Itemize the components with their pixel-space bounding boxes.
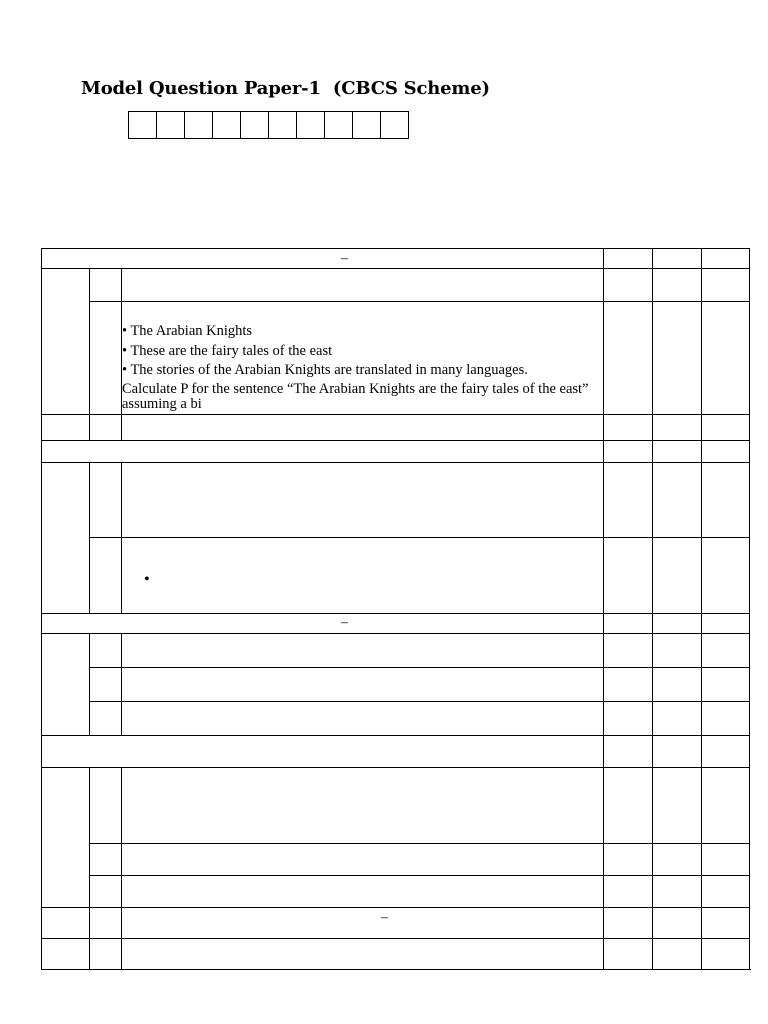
empty-bullet: •	[144, 571, 150, 588]
table-border-top	[41, 248, 750, 249]
row-divider	[41, 462, 750, 463]
row-divider	[41, 613, 750, 614]
row-divider	[41, 440, 750, 441]
row-divider	[41, 633, 750, 634]
row-divider	[41, 414, 750, 415]
column-divider	[652, 248, 653, 970]
module-heading: –	[381, 910, 388, 925]
row-divider	[89, 843, 750, 844]
row-divider	[41, 268, 750, 269]
row-divider	[89, 301, 750, 302]
column-divider	[89, 268, 90, 441]
question-instruction: Calculate P for the sentence “The Arabian Knights are the fairy tales of the east” assuming a bi	[122, 380, 589, 412]
row-divider	[89, 667, 750, 668]
row-divider	[89, 537, 750, 538]
table-border-right	[749, 248, 750, 970]
bullet-line: • The stories of the Arabian Knights are translated in many languages.	[122, 362, 528, 378]
column-divider	[89, 767, 90, 970]
table-border-left	[41, 248, 42, 970]
column-divider	[603, 248, 604, 970]
column-divider	[121, 462, 122, 614]
column-divider	[701, 248, 702, 970]
row-divider	[89, 875, 750, 876]
paper-title: Model Question Paper-1 (CBCS Scheme)	[81, 78, 490, 99]
module-heading: –	[341, 251, 348, 266]
column-divider	[121, 767, 122, 970]
table-border-bottom	[41, 969, 751, 970]
module-heading: –	[341, 615, 348, 630]
row-divider	[89, 701, 750, 702]
column-divider	[89, 633, 90, 736]
row-divider	[41, 938, 750, 939]
row-divider	[41, 767, 750, 768]
column-divider	[89, 462, 90, 614]
row-divider	[41, 907, 750, 908]
bullet-line: • The Arabian Knights	[122, 323, 253, 339]
row-divider	[41, 735, 750, 736]
bullet-line: • These are the fairy tales of the east	[122, 342, 333, 359]
question-text	[122, 322, 600, 412]
column-divider	[121, 633, 122, 736]
